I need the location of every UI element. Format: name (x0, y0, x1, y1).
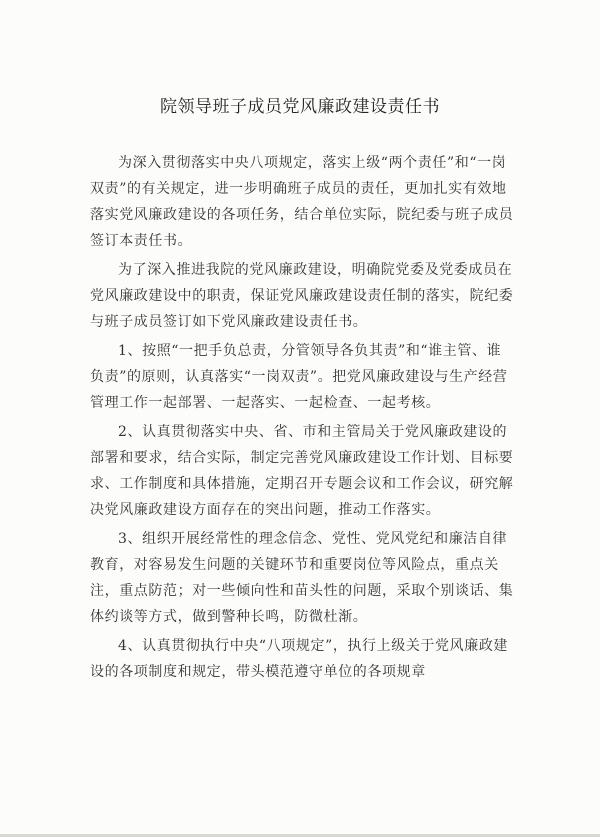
paragraph-item-2: 2、认真贯彻落实中央、省、市和主管局关于党风廉政建设的部署和要求，结合实际，制定完善党风廉政建设工作计划、目标要求、工作制度和具体措施，定期召开专题会议和工作会议，研究解决党风廉政建设方面存在的突出问题，推动工作落实。 (90, 424, 514, 518)
paragraph-intro: 为深入贯彻落实中央八项规定，落实上级“两个责任”和“一岗双责”的有关规定，进一步明确班子成员的责任，更加扎实有效地落实党风廉政建设的各项任务，结合单位实际，院纪委与班子成员签订本责任书。 (90, 155, 514, 249)
document-body (90, 150, 515, 688)
paragraph-item-3: 3、组织开展经常性的理念信念、党性、党风党纪和廉洁自律教育，对容易发生问题的关键环节和重要岗位等风险点，重点关注，重点防范；对一些倾向性和苗头性的问题，采取个别谈话、集体约谈等方式，做到警种长鸣，防微杜渐。 (90, 531, 514, 625)
paragraph-item-4: 4、认真贯彻执行中央“八项规定”，执行上级关于党风廉政建设的各项制度和规定，带头模范遵守单位的各项规章 (90, 638, 509, 680)
document-title: 院领导班子成员党风廉政建设责任书 (160, 97, 440, 117)
paragraph-item-1: 1、按照“一把手负总责，分管领导各负其责”和“谁主管、谁负责”的原则，认真落实“一岗双责”。把党风廉政建设与生产经营管理工作一起部署、一起落实、一起检查、一起考核。 (90, 343, 508, 411)
paragraph-purpose: 为了深入推进我院的党风廉政建设，明确院党委及党委成员在党风廉政建设中的职责，保证党风廉政建设责任制的落实，院纪委与班子成员签订如下党风廉政建设责任书。 (90, 262, 514, 330)
